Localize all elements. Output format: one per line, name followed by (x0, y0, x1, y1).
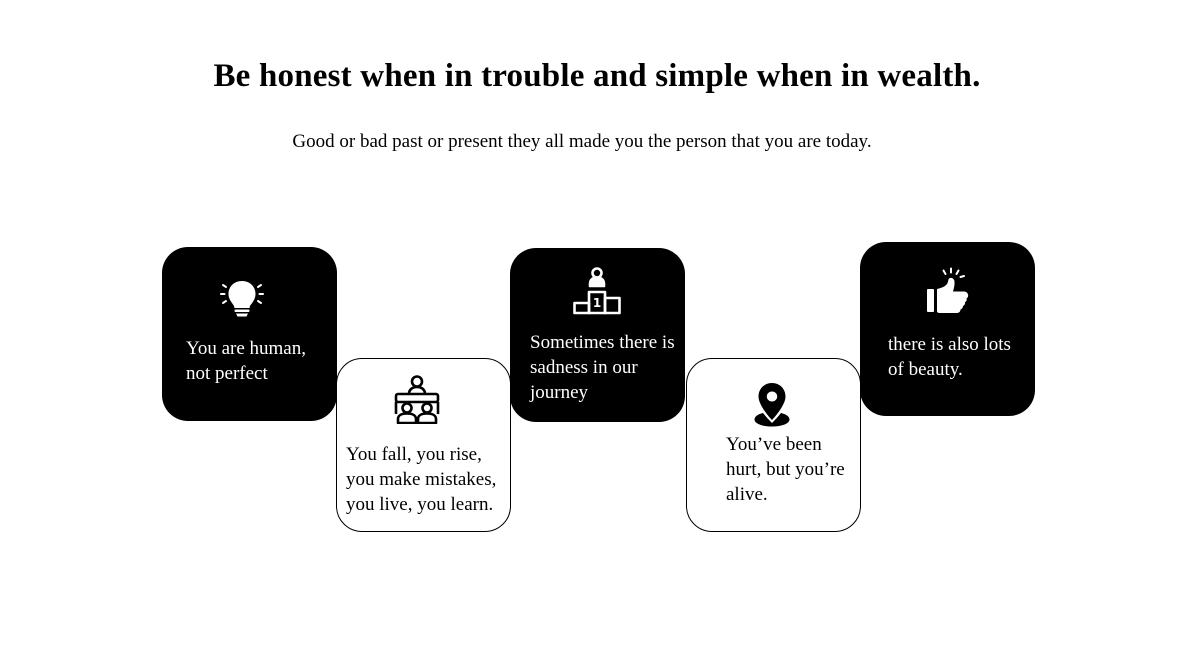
card-text: You are human, not perfect (186, 338, 306, 384)
card-learn (336, 358, 511, 532)
svg-text:1: 1 (592, 296, 602, 310)
group-meeting-icon (392, 374, 442, 424)
page-subtitle: Good or bad past or present they all made you the person that you are today. (292, 131, 872, 152)
card-text: there is also lots of beauty. (888, 334, 1011, 380)
thumbs-up-icon (923, 267, 973, 317)
podium-icon (572, 266, 622, 316)
card-alive (686, 358, 861, 532)
card-text: You fall, you rise, you make mistakes, you live, you learn. (346, 444, 497, 515)
card-sadness (510, 248, 685, 422)
card-text: You’ve been hurt, but you’re alive. (726, 434, 845, 505)
location-pin-icon (747, 380, 797, 430)
card-human (162, 247, 337, 421)
card-text: Sometimes there is sadness in our journey (530, 332, 675, 403)
card-beauty (860, 242, 1035, 416)
lightbulb-icon (217, 273, 267, 323)
page-title: Be honest when in trouble and simple when in wealth. (213, 58, 981, 94)
